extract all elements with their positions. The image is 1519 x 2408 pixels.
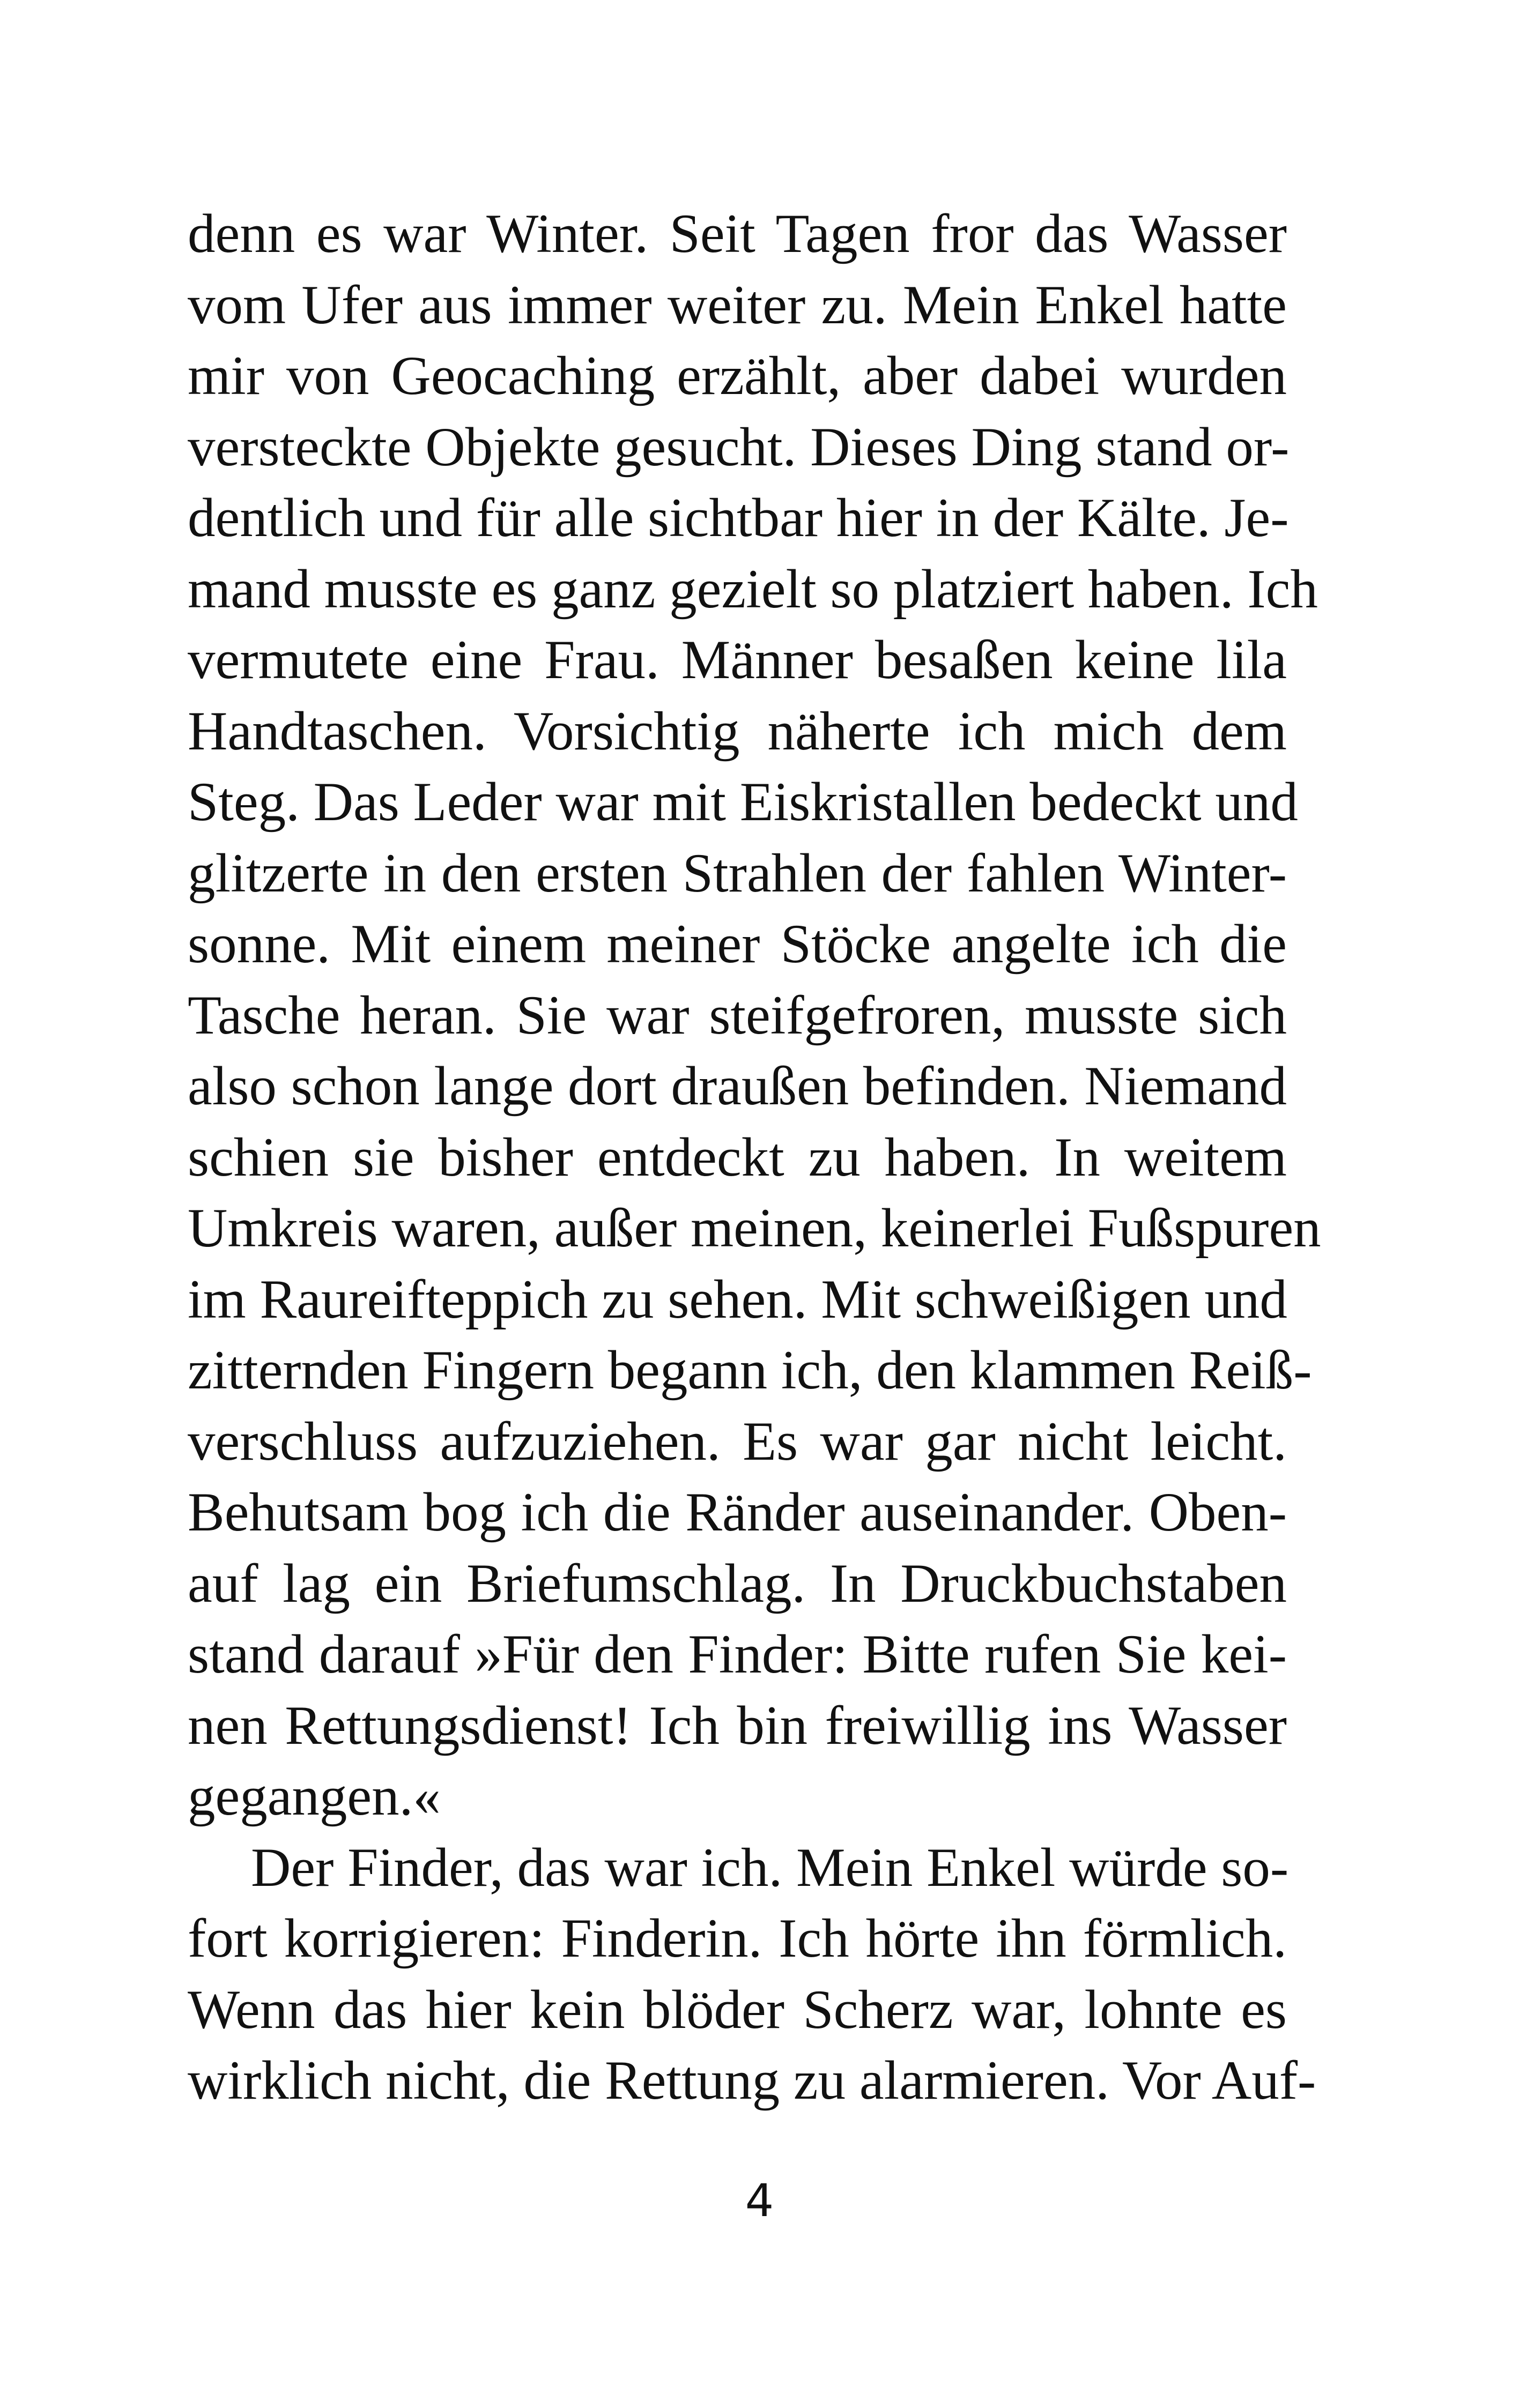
text-line: Umkreis waren, außer meinen, keinerlei Fußspuren bbox=[188, 1198, 1321, 1259]
text-line: vermutete eine Frau. Männer besaßen keine lila bbox=[188, 629, 1287, 690]
page-number: 4 bbox=[745, 2174, 774, 2227]
text-line: Tasche heran. Sie war steifgefroren, musste sich bbox=[188, 984, 1287, 1046]
text-line: fort korrigieren: Finderin. Ich hörte ihn förmlich. bbox=[188, 1908, 1287, 1969]
text-line: im Raureifteppich zu sehen. Mit schweißigen und bbox=[188, 1268, 1287, 1330]
text-line: stand darauf »Für den Finder: Bitte rufen Sie kei- bbox=[188, 1624, 1287, 1685]
text-line: Steg. Das Leder war mit Eiskristallen bedeckt und bbox=[188, 771, 1298, 833]
text-line: schien sie bisher entdeckt zu haben. In weitem bbox=[188, 1126, 1287, 1188]
text-line: glitzerte in den ersten Strahlen der fahlen Winter- bbox=[188, 842, 1287, 904]
text-line: verschluss aufzuziehen. Es war gar nicht leicht. bbox=[188, 1410, 1287, 1472]
text-line: versteckte Objekte gesucht. Dieses Ding stand or- bbox=[188, 416, 1290, 478]
text-line: Wenn das hier kein blöder Scherz war, lohnte es bbox=[188, 1979, 1287, 2040]
text-line: zitternden Fingern begann ich, den klammen Reiß- bbox=[188, 1340, 1312, 1401]
text-line: wirklich nicht, die Rettung zu alarmieren. Vor Auf- bbox=[188, 2050, 1316, 2111]
text-line: Handtaschen. Vorsichtig näherte ich mich dem bbox=[188, 700, 1287, 762]
text-line: mir von Geocaching erzählt, aber dabei wurden bbox=[188, 345, 1287, 406]
text-line: denn es war Winter. Seit Tagen fror das Wasser bbox=[188, 203, 1287, 264]
text-line: dentlich und für alle sichtbar hier in der Kälte. Je- bbox=[188, 487, 1289, 548]
text-line: nen Rettungsdienst! Ich bin freiwillig ins Wasser bbox=[188, 1694, 1287, 1756]
text-line: gegangen.« bbox=[188, 1766, 441, 1827]
body-text bbox=[188, 198, 1321, 2116]
text-line: auf lag ein Briefumschlag. In Druckbuchstaben bbox=[188, 1552, 1287, 1614]
text-line: vom Ufer aus immer weiter zu. Mein Enkel hatte bbox=[188, 274, 1287, 336]
text-line: sonne. Mit einem meiner Stöcke angelte ich die bbox=[188, 913, 1287, 975]
text-line: Der Finder, das war ich. Mein Enkel würde so- bbox=[251, 1837, 1289, 1898]
text-line: Behutsam bog ich die Ränder auseinander. Oben- bbox=[188, 1482, 1287, 1543]
text-line: mand musste es ganz gezielt so platziert haben. Ich bbox=[188, 558, 1318, 620]
text-line: also schon lange dort draußen befinden. Niemand bbox=[188, 1056, 1287, 1117]
